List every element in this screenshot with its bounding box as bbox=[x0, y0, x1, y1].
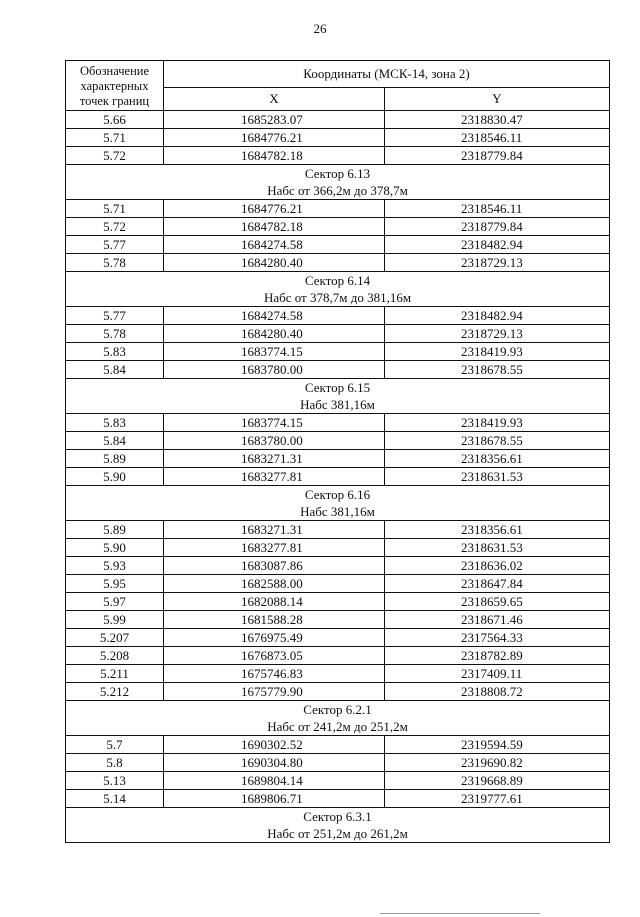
table-header bbox=[66, 61, 610, 111]
x-cell: 1683087.86 bbox=[164, 557, 385, 575]
sector-heading bbox=[66, 379, 610, 414]
sector-header-row bbox=[66, 808, 610, 843]
point-cell: 5.72 bbox=[66, 147, 164, 165]
point-cell: 5.77 bbox=[66, 307, 164, 325]
sector-title: Сектор 6.14 bbox=[304, 273, 371, 288]
y-cell: 2318546.11 bbox=[385, 200, 610, 218]
x-header: X bbox=[164, 88, 385, 111]
y-cell: 2318419.93 bbox=[385, 343, 610, 361]
table-body bbox=[66, 111, 610, 843]
point-cell: 5.93 bbox=[66, 557, 164, 575]
y-cell: 2318782.89 bbox=[385, 647, 610, 665]
sector-height: Набс от 366,2м до 378,7м bbox=[267, 183, 408, 198]
table-row bbox=[66, 147, 610, 165]
y-cell: 2318659.65 bbox=[385, 593, 610, 611]
point-cell: 5.83 bbox=[66, 343, 164, 361]
table-row bbox=[66, 611, 610, 629]
table-row bbox=[66, 575, 610, 593]
y-cell: 2318779.84 bbox=[385, 147, 610, 165]
y-cell: 2318631.53 bbox=[385, 539, 610, 557]
y-cell: 2318419.93 bbox=[385, 414, 610, 432]
point-cell: 5.99 bbox=[66, 611, 164, 629]
sector-height: Набс от 251,2м до 261,2м bbox=[267, 826, 408, 841]
table-row bbox=[66, 254, 610, 272]
coordinates-table bbox=[65, 60, 610, 843]
sector-title: Сектор 6.15 bbox=[304, 380, 371, 395]
x-cell: 1684776.21 bbox=[164, 200, 385, 218]
table-row bbox=[66, 647, 610, 665]
point-cell: 5.89 bbox=[66, 521, 164, 539]
point-cell: 5.207 bbox=[66, 629, 164, 647]
point-cell: 5.71 bbox=[66, 200, 164, 218]
point-cell: 5.72 bbox=[66, 218, 164, 236]
y-cell: 2318356.61 bbox=[385, 521, 610, 539]
table-row bbox=[66, 736, 610, 754]
x-cell: 1676975.49 bbox=[164, 629, 385, 647]
x-cell: 1675779.90 bbox=[164, 683, 385, 701]
x-cell: 1684274.58 bbox=[164, 236, 385, 254]
x-cell: 1683277.81 bbox=[164, 468, 385, 486]
table-row bbox=[66, 683, 610, 701]
x-cell: 1684280.40 bbox=[164, 325, 385, 343]
table-row bbox=[66, 432, 610, 450]
sector-height: Набс от 378,7м до 381,16м bbox=[263, 290, 412, 305]
point-cell: 5.212 bbox=[66, 683, 164, 701]
point-cell: 5.78 bbox=[66, 254, 164, 272]
x-cell: 1685283.07 bbox=[164, 111, 385, 129]
sector-heading bbox=[66, 272, 610, 307]
y-cell: 2318830.47 bbox=[385, 111, 610, 129]
x-cell: 1683277.81 bbox=[164, 539, 385, 557]
table-row bbox=[66, 218, 610, 236]
sector-height: Набс 381,16м bbox=[300, 504, 375, 519]
point-cell: 5.71 bbox=[66, 129, 164, 147]
point-cell: 5.8 bbox=[66, 754, 164, 772]
page-number: 26 bbox=[313, 21, 327, 36]
x-cell: 1689806.71 bbox=[164, 790, 385, 808]
point-cell: 5.77 bbox=[66, 236, 164, 254]
sector-heading bbox=[66, 808, 610, 843]
x-cell: 1683774.15 bbox=[164, 343, 385, 361]
table-row bbox=[66, 521, 610, 539]
x-cell: 1683780.00 bbox=[164, 432, 385, 450]
x-cell: 1689804.14 bbox=[164, 772, 385, 790]
sector-title: Сектор 6.2.1 bbox=[303, 702, 372, 717]
table-row bbox=[66, 557, 610, 575]
table-row bbox=[66, 790, 610, 808]
sector-heading bbox=[66, 486, 610, 521]
point-cell: 5.211 bbox=[66, 665, 164, 683]
y-cell: 2318636.02 bbox=[385, 557, 610, 575]
x-cell: 1683780.00 bbox=[164, 361, 385, 379]
x-cell: 1682588.00 bbox=[164, 575, 385, 593]
y-cell: 2319668.89 bbox=[385, 772, 610, 790]
designation-header: Обозначение характерных точек границ bbox=[66, 61, 164, 111]
sector-title: Сектор 6.16 bbox=[304, 487, 371, 502]
y-cell: 2319594.59 bbox=[385, 736, 610, 754]
x-cell: 1675746.83 bbox=[164, 665, 385, 683]
sector-header-row bbox=[66, 486, 610, 521]
point-cell: 5.90 bbox=[66, 539, 164, 557]
y-cell: 2319777.61 bbox=[385, 790, 610, 808]
y-cell: 2318808.72 bbox=[385, 683, 610, 701]
point-cell: 5.95 bbox=[66, 575, 164, 593]
point-cell: 5.78 bbox=[66, 325, 164, 343]
y-cell: 2318356.61 bbox=[385, 450, 610, 468]
y-cell: 2318546.11 bbox=[385, 129, 610, 147]
table-row bbox=[66, 665, 610, 683]
sector-header-row bbox=[66, 701, 610, 736]
page-edge-line bbox=[380, 913, 540, 914]
point-cell: 5.83 bbox=[66, 414, 164, 432]
y-cell: 2317564.33 bbox=[385, 629, 610, 647]
x-cell: 1684782.18 bbox=[164, 218, 385, 236]
sector-header-row bbox=[66, 379, 610, 414]
y-cell: 2318729.13 bbox=[385, 325, 610, 343]
table-row bbox=[66, 468, 610, 486]
y-cell: 2318678.55 bbox=[385, 432, 610, 450]
sector-height: Набс 381,16м bbox=[300, 397, 375, 412]
y-cell: 2318671.46 bbox=[385, 611, 610, 629]
sector-title: Сектор 6.13 bbox=[304, 166, 371, 181]
point-cell: 5.66 bbox=[66, 111, 164, 129]
point-cell: 5.13 bbox=[66, 772, 164, 790]
table-row bbox=[66, 325, 610, 343]
table-row bbox=[66, 343, 610, 361]
point-cell: 5.84 bbox=[66, 361, 164, 379]
point-cell: 5.84 bbox=[66, 432, 164, 450]
point-cell: 5.7 bbox=[66, 736, 164, 754]
x-cell: 1684776.21 bbox=[164, 129, 385, 147]
point-cell: 5.14 bbox=[66, 790, 164, 808]
y-cell: 2318678.55 bbox=[385, 361, 610, 379]
x-cell: 1684280.40 bbox=[164, 254, 385, 272]
y-cell: 2317409.11 bbox=[385, 665, 610, 683]
y-cell: 2318631.53 bbox=[385, 468, 610, 486]
table-row bbox=[66, 450, 610, 468]
point-cell: 5.208 bbox=[66, 647, 164, 665]
x-cell: 1684782.18 bbox=[164, 147, 385, 165]
sector-heading bbox=[66, 165, 610, 200]
x-cell: 1683774.15 bbox=[164, 414, 385, 432]
table-row bbox=[66, 772, 610, 790]
table-row bbox=[66, 236, 610, 254]
y-cell: 2318482.94 bbox=[385, 307, 610, 325]
table-row bbox=[66, 593, 610, 611]
y-cell: 2318647.84 bbox=[385, 575, 610, 593]
y-cell: 2319690.82 bbox=[385, 754, 610, 772]
table-row bbox=[66, 539, 610, 557]
x-cell: 1681588.28 bbox=[164, 611, 385, 629]
table-row bbox=[66, 754, 610, 772]
coordinates-header: Координаты (МСК-14, зона 2) bbox=[164, 61, 610, 88]
x-cell: 1690302.52 bbox=[164, 736, 385, 754]
sector-heading bbox=[66, 701, 610, 736]
point-cell: 5.89 bbox=[66, 450, 164, 468]
point-cell: 5.97 bbox=[66, 593, 164, 611]
table-row bbox=[66, 414, 610, 432]
x-cell: 1676873.05 bbox=[164, 647, 385, 665]
y-cell: 2318482.94 bbox=[385, 236, 610, 254]
sector-header-row bbox=[66, 165, 610, 200]
point-cell: 5.90 bbox=[66, 468, 164, 486]
table-row bbox=[66, 307, 610, 325]
table-row bbox=[66, 200, 610, 218]
table-row bbox=[66, 129, 610, 147]
x-cell: 1683271.31 bbox=[164, 450, 385, 468]
x-cell: 1684274.58 bbox=[164, 307, 385, 325]
x-cell: 1690304.80 bbox=[164, 754, 385, 772]
table-row bbox=[66, 629, 610, 647]
sector-title: Сектор 6.3.1 bbox=[303, 809, 372, 824]
y-header: Y bbox=[385, 88, 610, 111]
y-cell: 2318729.13 bbox=[385, 254, 610, 272]
sector-header-row bbox=[66, 272, 610, 307]
table-row bbox=[66, 361, 610, 379]
sector-height: Набс от 241,2м до 251,2м bbox=[267, 719, 408, 734]
x-cell: 1683271.31 bbox=[164, 521, 385, 539]
y-cell: 2318779.84 bbox=[385, 218, 610, 236]
x-cell: 1682088.14 bbox=[164, 593, 385, 611]
table-row bbox=[66, 111, 610, 129]
